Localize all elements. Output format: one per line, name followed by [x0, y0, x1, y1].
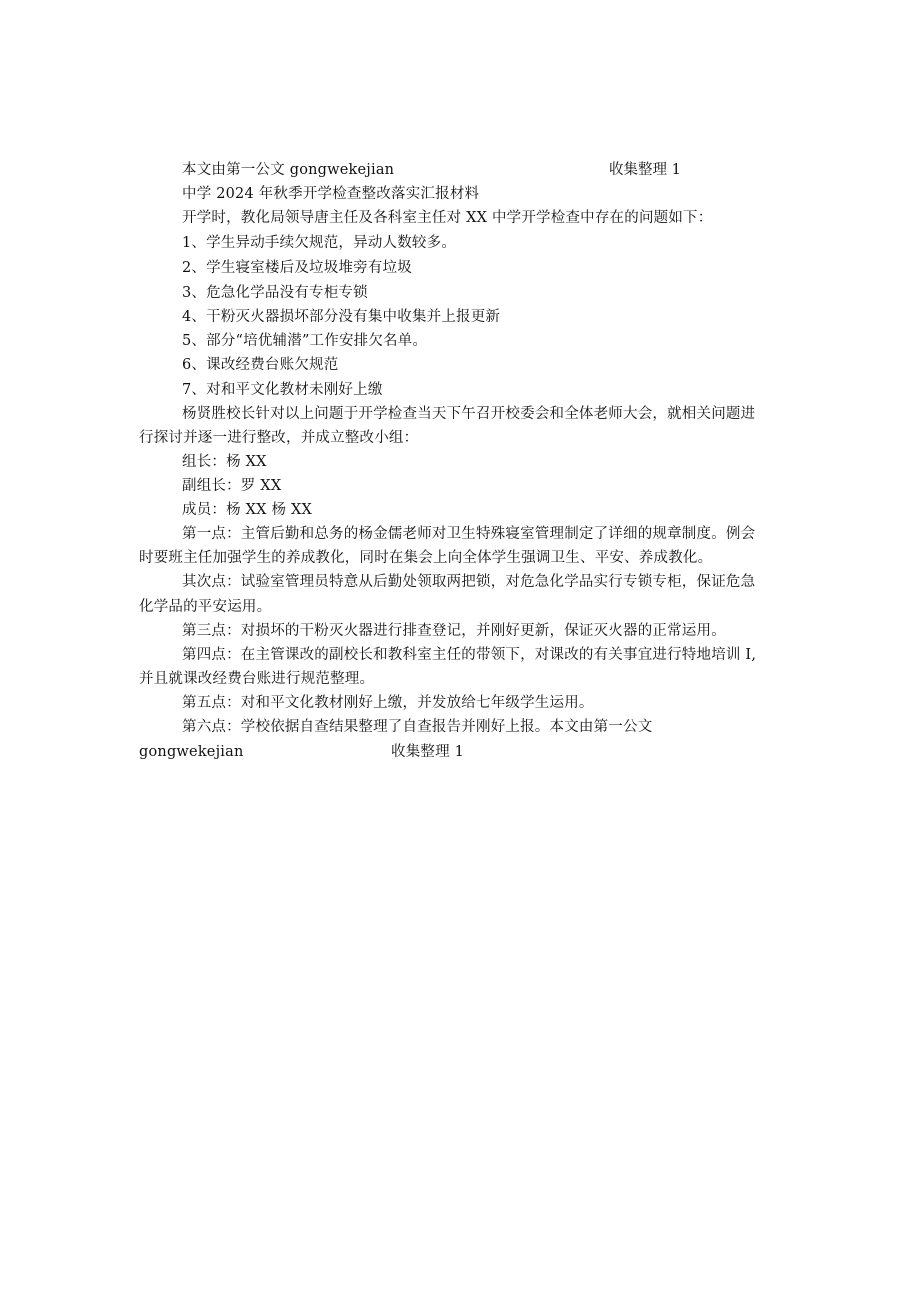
point-1-cont: 时要班主任加强学生的养成教化，同时在集会上向全体学生强调卫生、平安、养成教化。: [139, 550, 713, 566]
source-note-right: 收集整理 1: [609, 162, 681, 178]
problem-item: 3、危急化学品没有专柜专锁: [182, 285, 368, 301]
problem-item: 7、对和平文化教材未刚好上缴: [182, 382, 383, 398]
source-note: 本文由第一公文 gongwekejian: [182, 162, 395, 178]
meeting-paragraph-cont: 行探讨并逐一进行整改，并成立整改小组：: [139, 430, 419, 446]
intro-paragraph: 开学时，教化局领导唐主任及各科室主任对 XX 中学开学检查中存在的问题如下：: [182, 210, 713, 226]
problem-item: 4、干粉灭火器损坏部分没有集中收集并上报更新: [182, 309, 501, 325]
group-members: 成员：杨 XX 杨 XX: [182, 502, 313, 518]
group-leader: 组长：杨 XX: [182, 454, 267, 470]
problem-item: 1、学生异动手续欠规范，异动人数较多。: [182, 235, 457, 251]
point-4-cont: 并且就课改经费台账进行规范整理。: [139, 671, 375, 687]
document-title: 中学 2024 年秋季开学检查整改落实汇报材料: [182, 186, 480, 202]
point-5: 第五点：对和平文化教材刚好上缴，并发放给七年级学生运用。: [182, 695, 594, 711]
footer-source-note: gongwekejian: [139, 744, 244, 760]
problem-item: 5、部分“培优辅潜”工作安排欠名单。: [182, 333, 428, 349]
footer-source-note-right: 收集整理 1: [391, 744, 465, 760]
point-1: 第一点：主管后勤和总务的杨金儒老师对卫生特殊寝室管理制定了详细的规章制度。例会: [182, 526, 756, 542]
problem-item: 6、课改经费台账欠规范: [182, 357, 339, 373]
point-4: 第四点：在主管课改的副校长和教科室主任的带领下，对课改的有关事宜进行特地培训 I,: [182, 647, 757, 663]
point-6: 第六点：学校依据自查结果整理了自查报告并刚好上报。本文由第一公文: [182, 719, 653, 735]
point-3: 第三点：对损坏的干粉灭火器进行排查登记，并刚好更新，保证灭火器的正常运用。: [182, 623, 726, 639]
point-2-cont: 化学品的平安运用。: [139, 599, 272, 615]
group-deputy: 副组长：罗 XX: [182, 478, 282, 494]
point-2: 其次点：试验室管理员特意从后勤处领取两把锁，对危急化学品实行专锁专柜，保证危急: [182, 574, 756, 590]
meeting-paragraph: 杨贤胜校长针对以上问题于开学检查当天下午召开校委会和全体老师大会，就相关问题进: [182, 406, 756, 422]
problem-item: 2、学生寝室楼后及垃圾堆旁有垃圾: [182, 260, 412, 276]
